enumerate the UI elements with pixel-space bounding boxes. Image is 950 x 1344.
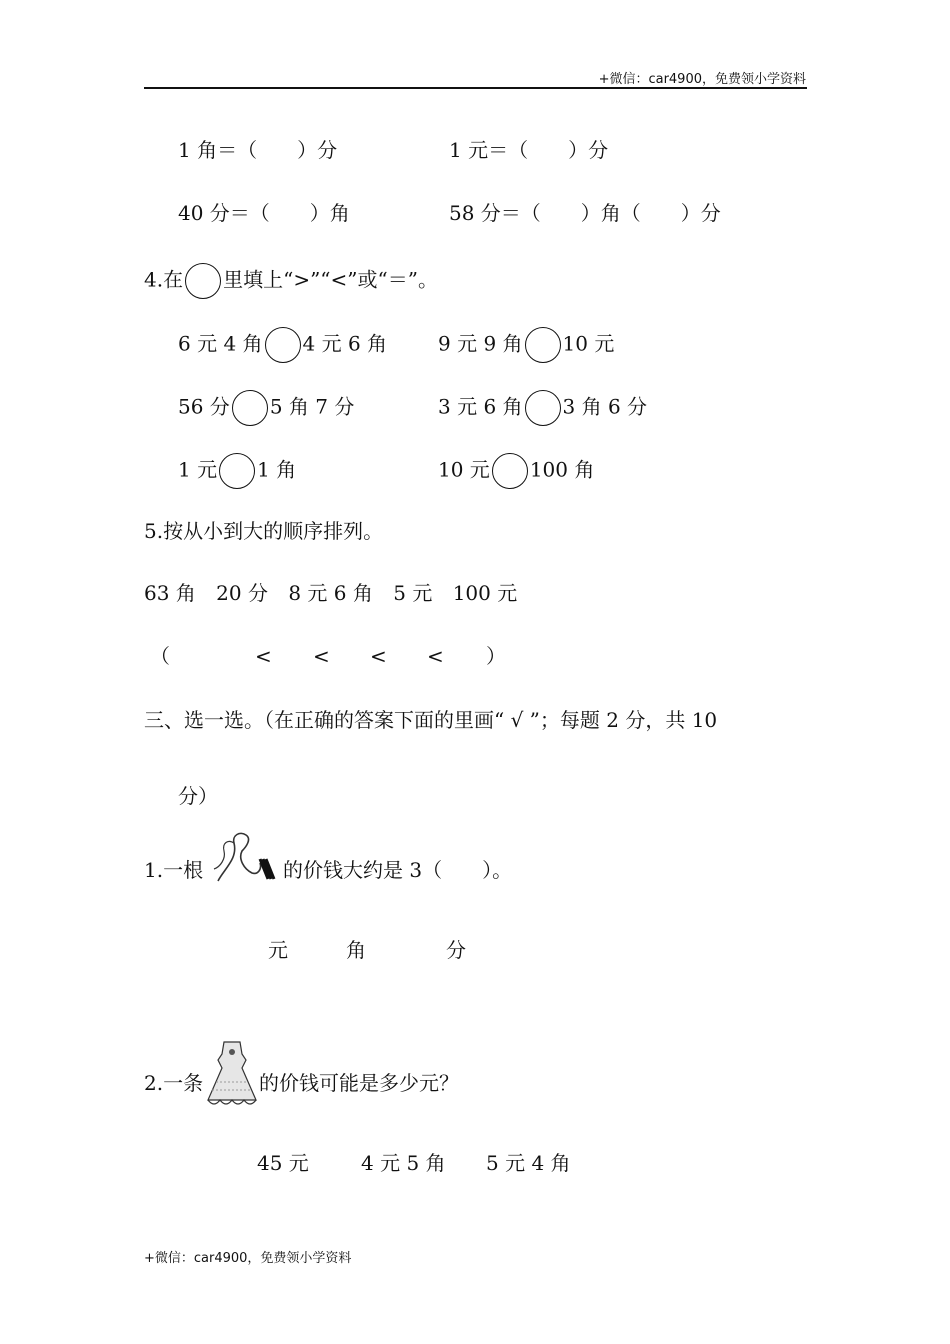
q4-item-b: 3 角 6 分 bbox=[562, 394, 648, 419]
q5-value: 100 元 bbox=[452, 581, 518, 605]
q4-item-3 bbox=[178, 390, 354, 426]
answer-circle[interactable] bbox=[265, 327, 301, 363]
s3q1-option-fen[interactable]: 分 bbox=[446, 938, 466, 962]
q4-item-b: 1 角 bbox=[257, 457, 297, 482]
answer-circle[interactable] bbox=[525, 327, 561, 363]
s3q2-option-3[interactable]: 5 元 4 角 bbox=[486, 1151, 571, 1175]
s3q2-post: 的价钱可能是多少元？ bbox=[259, 1071, 459, 1095]
q5-values bbox=[144, 580, 517, 606]
answer-circle[interactable] bbox=[232, 390, 268, 426]
q4-title-post: 里填上“>”“<”或“＝”。 bbox=[223, 267, 438, 292]
q5-lt-4: < bbox=[427, 644, 444, 668]
dress-icon bbox=[204, 1038, 260, 1110]
q3-row2-right: 58 分＝（ ）角（ ）分 bbox=[449, 201, 721, 225]
s3q2-option-2[interactable]: 4 元 5 角 bbox=[361, 1151, 446, 1175]
q4-item-6 bbox=[438, 453, 594, 489]
q4-item-2 bbox=[438, 327, 614, 363]
s3q1-pre: 1.一根 bbox=[144, 858, 204, 882]
q4-title-pre: 4.在 bbox=[144, 267, 184, 292]
q5-open-paren: （ bbox=[150, 644, 170, 668]
answer-circle[interactable] bbox=[492, 453, 528, 489]
q4-item-a: 9 元 9 角 bbox=[438, 331, 523, 356]
q5-lt-3: < bbox=[370, 644, 387, 668]
q5-lt-1: < bbox=[255, 644, 272, 668]
s3q1-option-yuan[interactable]: 元 bbox=[268, 938, 288, 962]
answer-circle-sample bbox=[185, 263, 221, 299]
q5-close-paren: ） bbox=[486, 644, 506, 668]
q5-title: 5.按从小到大的顺序排列。 bbox=[144, 519, 384, 543]
q4-item-a: 10 元 bbox=[438, 457, 490, 482]
q4-item-1 bbox=[178, 327, 387, 363]
q3-row1-left: 1 角＝（ ）分 bbox=[178, 138, 338, 162]
q4-item-b: 100 角 bbox=[529, 457, 595, 482]
answer-circle[interactable] bbox=[219, 453, 255, 489]
q4-title bbox=[144, 263, 438, 299]
s3q2-pre: 2.一条 bbox=[144, 1071, 204, 1095]
q3-row1-right: 1 元＝（ ）分 bbox=[449, 138, 609, 162]
q5-value: 20 分 bbox=[216, 581, 268, 605]
q4-item-4 bbox=[438, 390, 647, 426]
footer-note: +微信：car4900，免费领小学资料 bbox=[144, 1251, 352, 1266]
q4-item-b: 5 角 7 分 bbox=[269, 394, 355, 419]
q4-item-a: 6 元 4 角 bbox=[178, 331, 263, 356]
answer-circle[interactable] bbox=[525, 390, 561, 426]
section3-title-cont: 分） bbox=[178, 784, 218, 808]
q5-value: 63 角 bbox=[144, 581, 196, 605]
q4-item-b: 10 元 bbox=[562, 331, 615, 356]
q4-item-a: 56 分 bbox=[178, 394, 230, 419]
q5-lt-2: < bbox=[313, 644, 330, 668]
header-rule bbox=[144, 87, 807, 89]
section3-title: 三、选一选。（在正确的答案下面的里画“ √ ”；每题 2 分，共 10 bbox=[144, 708, 718, 732]
s3q1-option-jiao[interactable]: 角 bbox=[346, 938, 366, 962]
q5-value: 8 元 6 角 bbox=[288, 581, 373, 605]
q5-value: 5 元 bbox=[393, 581, 433, 605]
ribbon-icon bbox=[210, 829, 284, 885]
q4-item-5 bbox=[178, 453, 296, 489]
q4-item-a: 1 元 bbox=[178, 457, 218, 482]
q4-item-a: 3 元 6 角 bbox=[438, 394, 523, 419]
s3q1-post: 的价钱大约是 3（ ）。 bbox=[283, 858, 513, 882]
s3q2-option-1[interactable]: 45 元 bbox=[257, 1151, 309, 1175]
q3-row2-left: 40 分＝（ ）角 bbox=[178, 201, 350, 225]
header-note: +微信：car4900，免费领小学资料 bbox=[598, 72, 806, 87]
q4-item-b: 4 元 6 角 bbox=[302, 331, 388, 356]
